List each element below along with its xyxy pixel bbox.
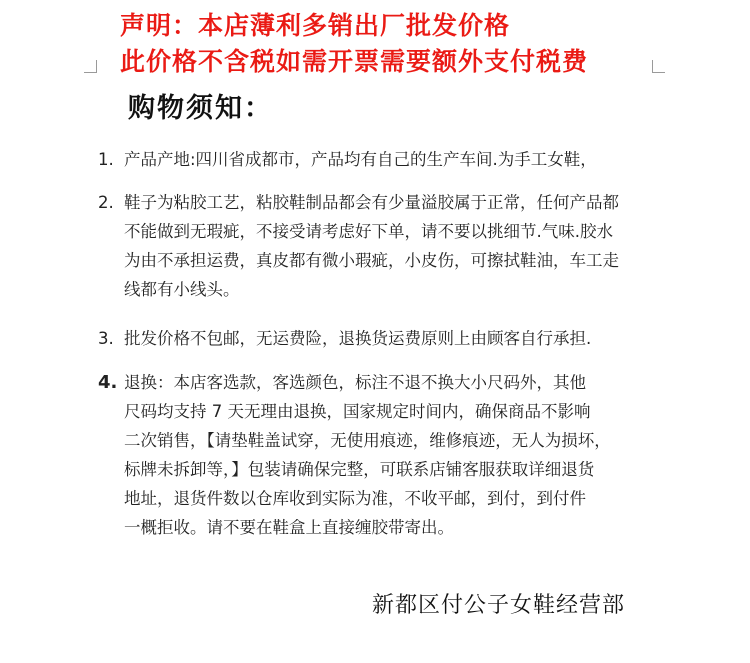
list-number: 1. <box>98 150 114 169</box>
shopping-notice-heading: 购物须知： <box>128 93 273 124</box>
corner-mark-left <box>84 60 97 73</box>
list-item-4 <box>98 368 668 542</box>
corner-mark-right <box>652 60 665 73</box>
disclaimer-line-2: 此价格不含税如需开票需要额外支付税费 <box>120 47 589 76</box>
list-item-3 <box>98 324 668 353</box>
list-item-text: 鞋子为粘胶工艺，粘胶鞋制品都会有少量溢胶属于正常，任何产品都 不能做到无瑕疵，不接受请考虑好下单，请不要以挑细节.气味.胶水 为由不承担运费，真皮都有微小瑕疵，小皮伤，可擦拭鞋油，车工走 线都有小线头。 <box>124 193 619 299</box>
list-number: 4. <box>98 372 118 393</box>
disclaimer-line-1: 声明：本店薄利多销出厂批发价格 <box>120 11 511 40</box>
list-number: 3. <box>98 329 114 348</box>
disclaimer-notice <box>120 8 588 80</box>
list-item-text: 退换：本店客选款，客选颜色，标注不退不换大小尺码外，其他 尺码均支持 7 天无理由退换，国家规定时间内，确保商品不影响 二次销售，【请垫鞋盖试穿，无使用痕迹，维修痕迹，无人为损坏， 标牌未拆卸等，】包装请确保完整，可联系店铺客服获取详细退货 地址，退货件数以仓库收到实际为准，不收平邮，到付，到付件 一概拒收。请不要在鞋盒上直接缠胶带寄出。 <box>124 373 611 537</box>
list-item-2 <box>98 188 668 304</box>
shop-name-footer: 新都区付公子女鞋经营部 <box>372 593 626 618</box>
list-item-1 <box>98 145 668 174</box>
list-item-text: 批发价格不包邮，无运费险，退换货运费原则上由顾客自行承担. <box>124 329 592 348</box>
list-number: 2. <box>98 193 114 212</box>
list-item-text: 产品产地:四川省成都市，产品均有自己的生产车间.为手工女鞋， <box>124 150 597 169</box>
